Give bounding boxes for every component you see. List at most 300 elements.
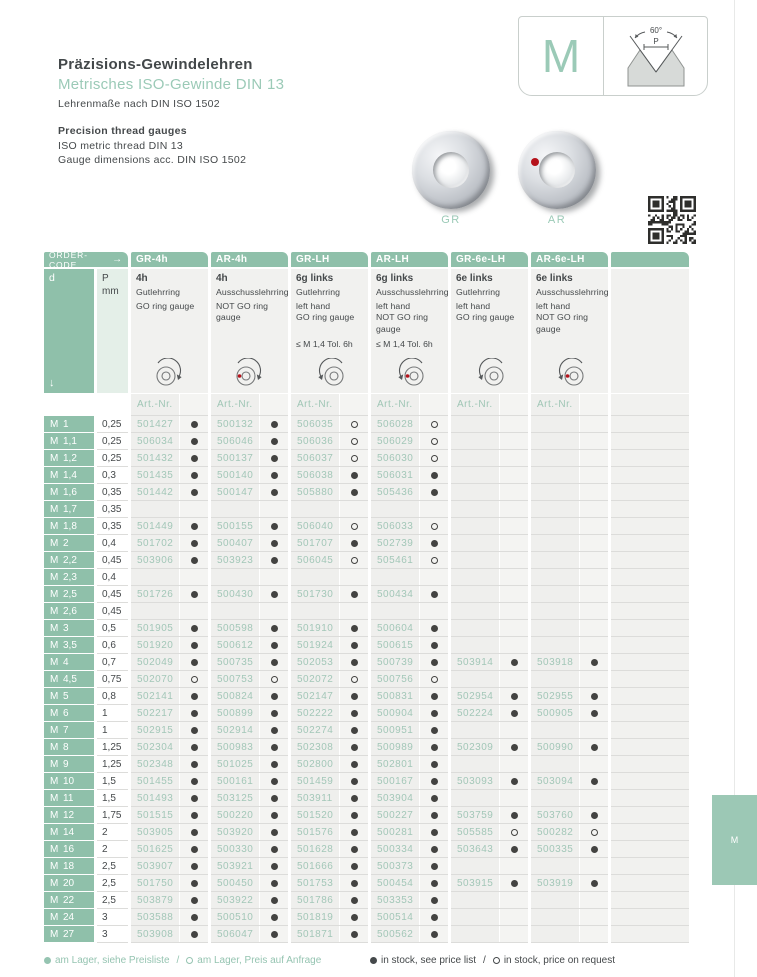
stock-indicator <box>500 552 528 568</box>
article-cell <box>291 824 368 841</box>
art-nr: 502308 <box>291 739 340 755</box>
art-nr: 502274 <box>291 722 340 738</box>
in-stock-dot <box>431 880 438 887</box>
stock-indicator <box>500 875 528 891</box>
in-stock-dot <box>431 778 438 785</box>
art-nr: 500604 <box>371 620 420 636</box>
art-nr <box>291 603 340 619</box>
art-nr: 500227 <box>371 807 420 823</box>
spacer-cell <box>611 603 689 620</box>
in-stock-dot <box>351 914 358 921</box>
stock-indicator <box>500 586 528 602</box>
art-nr-header-cell <box>291 394 368 416</box>
in-stock-dot <box>351 812 358 819</box>
ring-rotation-ccw-icon <box>552 358 588 388</box>
art-nr <box>451 416 500 432</box>
in-stock-dot <box>591 846 598 853</box>
table-row <box>44 603 689 620</box>
row-label <box>44 688 94 705</box>
spacer-cell <box>611 552 689 569</box>
art-nr: 505436 <box>371 484 420 500</box>
stock-indicator <box>260 858 288 874</box>
table-row <box>44 926 689 943</box>
art-nr: 501871 <box>291 926 340 942</box>
stock-indicator <box>180 620 208 636</box>
art-nr-label: Art.-Nr. <box>371 394 420 415</box>
art-nr: 502070 <box>131 671 180 687</box>
thread-size: 5 <box>63 690 69 702</box>
spacer-cell <box>611 705 689 722</box>
stock-indicator <box>260 552 288 568</box>
on-request-dot <box>351 523 358 530</box>
article-cell <box>131 722 208 739</box>
article-cell <box>371 739 448 756</box>
article-cell <box>211 705 288 722</box>
art-nr: 501025 <box>211 756 260 772</box>
art-nr <box>451 569 500 585</box>
pitch-value: 0,4 <box>97 535 128 552</box>
article-cell <box>451 416 528 433</box>
art-nr: 500430 <box>211 586 260 602</box>
in-stock-dot <box>271 557 278 564</box>
in-stock-dot <box>351 625 358 632</box>
thread-prefix: M <box>50 894 59 906</box>
column-header-ar-4h <box>211 269 288 393</box>
art-nr: 500753 <box>211 671 260 687</box>
column-description-line: Gutlehrring <box>296 287 341 297</box>
p-unit: mm <box>102 286 119 297</box>
in-stock-dot <box>351 591 358 598</box>
stock-indicator <box>180 535 208 551</box>
article-cell <box>451 569 528 586</box>
stock-indicator <box>420 909 448 925</box>
art-nr: 506045 <box>291 552 340 568</box>
stock-indicator <box>420 433 448 449</box>
stock-indicator <box>340 484 368 500</box>
thread-type-letter-box <box>519 17 604 95</box>
art-nr <box>451 603 500 619</box>
stock-indicator <box>260 535 288 551</box>
column-header-row <box>44 269 689 393</box>
article-cell <box>451 926 528 943</box>
column-description-line: left hand <box>456 300 491 311</box>
spacer-band <box>611 252 689 267</box>
stock-indicator <box>180 416 208 432</box>
spacer-cell <box>611 841 689 858</box>
in-stock-dot <box>431 727 438 734</box>
in-stock-dot <box>191 455 198 462</box>
art-nr: 502801 <box>371 756 420 772</box>
article-cell <box>211 501 288 518</box>
row-label <box>44 552 94 569</box>
column-description-line: NOT GO ring gauge <box>216 300 269 323</box>
art-nr: 506029 <box>371 433 420 449</box>
column-band-gr-6e-lh: GR-6e-LH <box>451 252 528 267</box>
stock-indicator <box>340 858 368 874</box>
article-cell <box>531 416 608 433</box>
stock-indicator <box>260 892 288 908</box>
in-stock-dot <box>191 744 198 751</box>
article-cell <box>371 552 448 569</box>
art-nr-label: Art.-Nr. <box>211 394 260 415</box>
article-cell <box>211 909 288 926</box>
stock-indicator <box>500 535 528 551</box>
stock-indicator <box>420 926 448 942</box>
article-cell <box>131 603 208 620</box>
stock-indicator <box>500 688 528 704</box>
stock-indicator-spacer <box>420 394 448 415</box>
art-nr: 501459 <box>291 773 340 789</box>
stock-indicator <box>180 892 208 908</box>
thread-prefix: M <box>50 792 59 804</box>
stock-indicator <box>260 773 288 789</box>
stock-indicator <box>580 841 608 857</box>
in-stock-dot <box>191 625 198 632</box>
spacer-cell <box>611 416 689 433</box>
art-nr: 500335 <box>531 841 580 857</box>
art-nr: 506037 <box>291 450 340 466</box>
article-cell <box>211 824 288 841</box>
spacer-cell <box>611 637 689 654</box>
stock-indicator <box>180 450 208 466</box>
art-nr <box>451 535 500 551</box>
in-stock-dot <box>191 523 198 530</box>
art-nr: 503908 <box>131 926 180 942</box>
article-cell <box>131 535 208 552</box>
thread-size: 20 <box>63 877 75 889</box>
article-cell <box>291 688 368 705</box>
in-stock-dot <box>191 472 198 479</box>
stock-indicator <box>420 892 448 908</box>
thread-prefix: M <box>50 418 59 430</box>
art-nr: 503921 <box>211 858 260 874</box>
in-stock-dot <box>271 693 278 700</box>
art-nr: 506040 <box>291 518 340 534</box>
art-nr: 500735 <box>211 654 260 670</box>
art-nr <box>531 722 580 738</box>
article-cell <box>131 875 208 892</box>
article-cell <box>211 620 288 637</box>
stock-indicator <box>260 433 288 449</box>
art-nr-label: Art.-Nr. <box>451 394 500 415</box>
thread-size: 1,7 <box>63 503 77 515</box>
art-nr <box>451 909 500 925</box>
article-cell <box>451 909 528 926</box>
table-row <box>44 620 689 637</box>
page-title-en: Precision thread gauges <box>58 125 187 137</box>
stock-indicator <box>580 518 608 534</box>
thread-size: 27 <box>63 928 75 940</box>
table-row <box>44 722 689 739</box>
art-nr: 502049 <box>131 654 180 670</box>
in-stock-dot <box>431 829 438 836</box>
art-nr: 503915 <box>451 875 500 891</box>
art-nr <box>531 501 580 517</box>
column-description-line: Ausschusslehrring <box>376 287 449 297</box>
column-band-ar-6e-lh: AR-6e-LH <box>531 252 608 267</box>
art-nr: 506036 <box>291 433 340 449</box>
in-stock-dot <box>431 744 438 751</box>
in-stock-dot <box>191 812 198 819</box>
spacer-cell <box>611 926 689 943</box>
in-stock-dot <box>351 659 358 666</box>
thread-size: 12 <box>63 809 75 821</box>
stock-indicator <box>500 416 528 432</box>
stock-indicator <box>500 824 528 840</box>
art-nr <box>291 501 340 517</box>
in-stock-dot <box>191 710 198 717</box>
stock-indicator <box>340 926 368 942</box>
art-nr: 503904 <box>371 790 420 806</box>
in-stock-dot <box>351 846 358 853</box>
stock-indicator <box>420 484 448 500</box>
art-nr <box>451 722 500 738</box>
article-cell <box>531 569 608 586</box>
column-description-line: left hand <box>536 300 571 311</box>
stock-indicator <box>500 909 528 925</box>
go-ring-gauge-photo <box>403 131 499 226</box>
art-nr-header-cell <box>131 394 208 416</box>
stock-indicator <box>420 875 448 891</box>
stock-indicator <box>580 467 608 483</box>
table-row <box>44 705 689 722</box>
in-stock-dot <box>351 897 358 904</box>
article-cell <box>451 637 528 654</box>
in-stock-dot <box>271 914 278 921</box>
stock-indicator <box>260 722 288 738</box>
art-nr <box>531 467 580 483</box>
in-stock-dot <box>191 795 198 802</box>
stock-indicator <box>340 518 368 534</box>
art-nr <box>451 620 500 636</box>
article-cell <box>531 620 608 637</box>
article-cell <box>291 484 368 501</box>
stock-indicator <box>340 637 368 653</box>
stock-indicator <box>260 671 288 687</box>
article-cell <box>451 688 528 705</box>
on-request-dot <box>511 829 518 836</box>
article-cell <box>131 671 208 688</box>
art-nr <box>291 569 340 585</box>
thread-size: 16 <box>63 843 75 855</box>
in-stock-dot <box>351 693 358 700</box>
article-cell <box>211 433 288 450</box>
stock-indicator-spacer <box>180 394 208 415</box>
thread-size: 1,8 <box>63 520 77 532</box>
in-stock-dot <box>271 761 278 768</box>
pitch-value: 2,5 <box>97 858 128 875</box>
table-row <box>44 484 689 501</box>
in-stock-dot <box>591 693 598 700</box>
stock-indicator <box>500 756 528 772</box>
tolerance-label: 4h <box>216 273 228 284</box>
stock-indicator <box>580 671 608 687</box>
article-cell <box>131 773 208 790</box>
in-stock-dot <box>191 591 198 598</box>
article-cell <box>371 790 448 807</box>
table-row <box>44 569 689 586</box>
stock-indicator <box>340 756 368 772</box>
row-label <box>44 773 94 790</box>
art-nr: 501819 <box>291 909 340 925</box>
stock-indicator <box>420 637 448 653</box>
article-cell <box>531 637 608 654</box>
art-nr <box>531 620 580 636</box>
art-nr: 502224 <box>451 705 500 721</box>
art-nr-header-cell <box>211 394 288 416</box>
in-stock-dot <box>271 472 278 479</box>
article-cell <box>291 705 368 722</box>
article-cell <box>531 603 608 620</box>
row-label <box>44 501 94 518</box>
column-header-ar-lh <box>371 269 448 393</box>
art-nr-header-cell <box>451 394 528 416</box>
row-label <box>44 586 94 603</box>
thread-size: 1,2 <box>63 452 77 464</box>
art-nr <box>531 790 580 806</box>
column-description-line: GO ring gauge <box>456 312 515 323</box>
pitch-value: 0,35 <box>97 518 128 535</box>
stock-indicator <box>580 773 608 789</box>
art-nr <box>451 484 500 500</box>
article-cell <box>291 875 368 892</box>
in-stock-dot <box>511 710 518 717</box>
pitch-value: 0,3 <box>97 467 128 484</box>
thread-prefix: M <box>50 571 59 583</box>
spacer-cell <box>611 620 689 637</box>
in-stock-dot <box>271 421 278 428</box>
on-request-dot <box>191 676 198 683</box>
article-cell <box>451 756 528 773</box>
art-nr <box>131 569 180 585</box>
thread-size: 6 <box>63 707 69 719</box>
in-stock-dot <box>351 795 358 802</box>
thread-size: 18 <box>63 860 75 872</box>
article-cell <box>531 586 608 603</box>
thread-prefix: M <box>50 588 59 600</box>
pitch-value: 0,25 <box>97 433 128 450</box>
pitch-value: 3 <box>97 909 128 926</box>
in-stock-dot <box>351 489 358 496</box>
art-nr: 500989 <box>371 739 420 755</box>
table-row <box>44 501 689 518</box>
article-cell <box>131 484 208 501</box>
pitch-value: 0,25 <box>97 416 128 433</box>
in-stock-dot <box>351 863 358 870</box>
tolerance-label: 6e links <box>456 273 493 284</box>
table-row <box>44 824 689 841</box>
thread-prefix: M <box>50 928 59 940</box>
stock-indicator <box>420 586 448 602</box>
row-label <box>44 603 94 620</box>
spacer-cell <box>611 671 689 688</box>
stock-indicator <box>420 705 448 721</box>
thread-size: 4,5 <box>63 673 77 685</box>
stock-indicator <box>180 739 208 755</box>
art-nr: 505461 <box>371 552 420 568</box>
pitch-value: 1 <box>97 722 128 739</box>
article-cell <box>211 603 288 620</box>
spacer-cell <box>611 892 689 909</box>
art-nr: 500167 <box>371 773 420 789</box>
art-nr <box>451 518 500 534</box>
art-nr: 500330 <box>211 841 260 857</box>
art-nr <box>531 535 580 551</box>
thread-prefix: M <box>50 656 59 668</box>
stock-indicator <box>180 586 208 602</box>
thread-prefix: M <box>50 826 59 838</box>
thread-prefix: M <box>50 452 59 464</box>
stock-indicator <box>420 671 448 687</box>
in-stock-dot <box>271 489 278 496</box>
stock-indicator <box>500 484 528 500</box>
article-cell <box>291 518 368 535</box>
art-nr <box>531 892 580 908</box>
article-cell <box>531 824 608 841</box>
table-row <box>44 535 689 552</box>
spacer-cell <box>611 858 689 875</box>
article-cell <box>291 535 368 552</box>
stock-indicator <box>180 773 208 789</box>
article-cell <box>451 892 528 909</box>
article-cell <box>211 552 288 569</box>
column-header-gr-4h <box>131 269 208 393</box>
tolerance-label: 6g links <box>296 273 334 284</box>
in-stock-dot <box>191 761 198 768</box>
article-cell <box>131 467 208 484</box>
article-cell <box>131 518 208 535</box>
stock-indicator <box>340 807 368 823</box>
stock-indicator <box>180 671 208 687</box>
stock-indicator <box>180 756 208 772</box>
article-cell <box>451 654 528 671</box>
art-nr: 506031 <box>371 467 420 483</box>
stock-indicator <box>420 688 448 704</box>
in-stock-dot <box>271 812 278 819</box>
art-nr: 503093 <box>451 773 500 789</box>
on-request-dot <box>431 438 438 445</box>
stock-indicator <box>260 807 288 823</box>
thread-size: 1,1 <box>63 435 77 447</box>
article-cell <box>291 739 368 756</box>
article-cell <box>371 484 448 501</box>
in-stock-dot <box>591 778 598 785</box>
art-nr: 500904 <box>371 705 420 721</box>
in-stock-dot <box>511 744 518 751</box>
stock-indicator <box>580 569 608 585</box>
stock-indicator <box>180 926 208 942</box>
in-stock-dot <box>271 880 278 887</box>
article-cell <box>131 705 208 722</box>
stock-indicator <box>580 552 608 568</box>
in-stock-dot <box>511 846 518 853</box>
article-cell <box>371 433 448 450</box>
art-nr: 503353 <box>371 892 420 908</box>
stock-indicator <box>340 467 368 483</box>
article-cell <box>211 416 288 433</box>
article-cell <box>291 433 368 450</box>
article-cell <box>211 722 288 739</box>
art-nr <box>531 518 580 534</box>
article-cell <box>291 416 368 433</box>
art-nr: 503918 <box>531 654 580 670</box>
article-cell <box>131 807 208 824</box>
go-ring-label: GR <box>441 214 461 226</box>
art-nr <box>371 603 420 619</box>
art-nr: 500454 <box>371 875 420 891</box>
article-cell <box>531 875 608 892</box>
thread-profile-box <box>604 17 707 95</box>
